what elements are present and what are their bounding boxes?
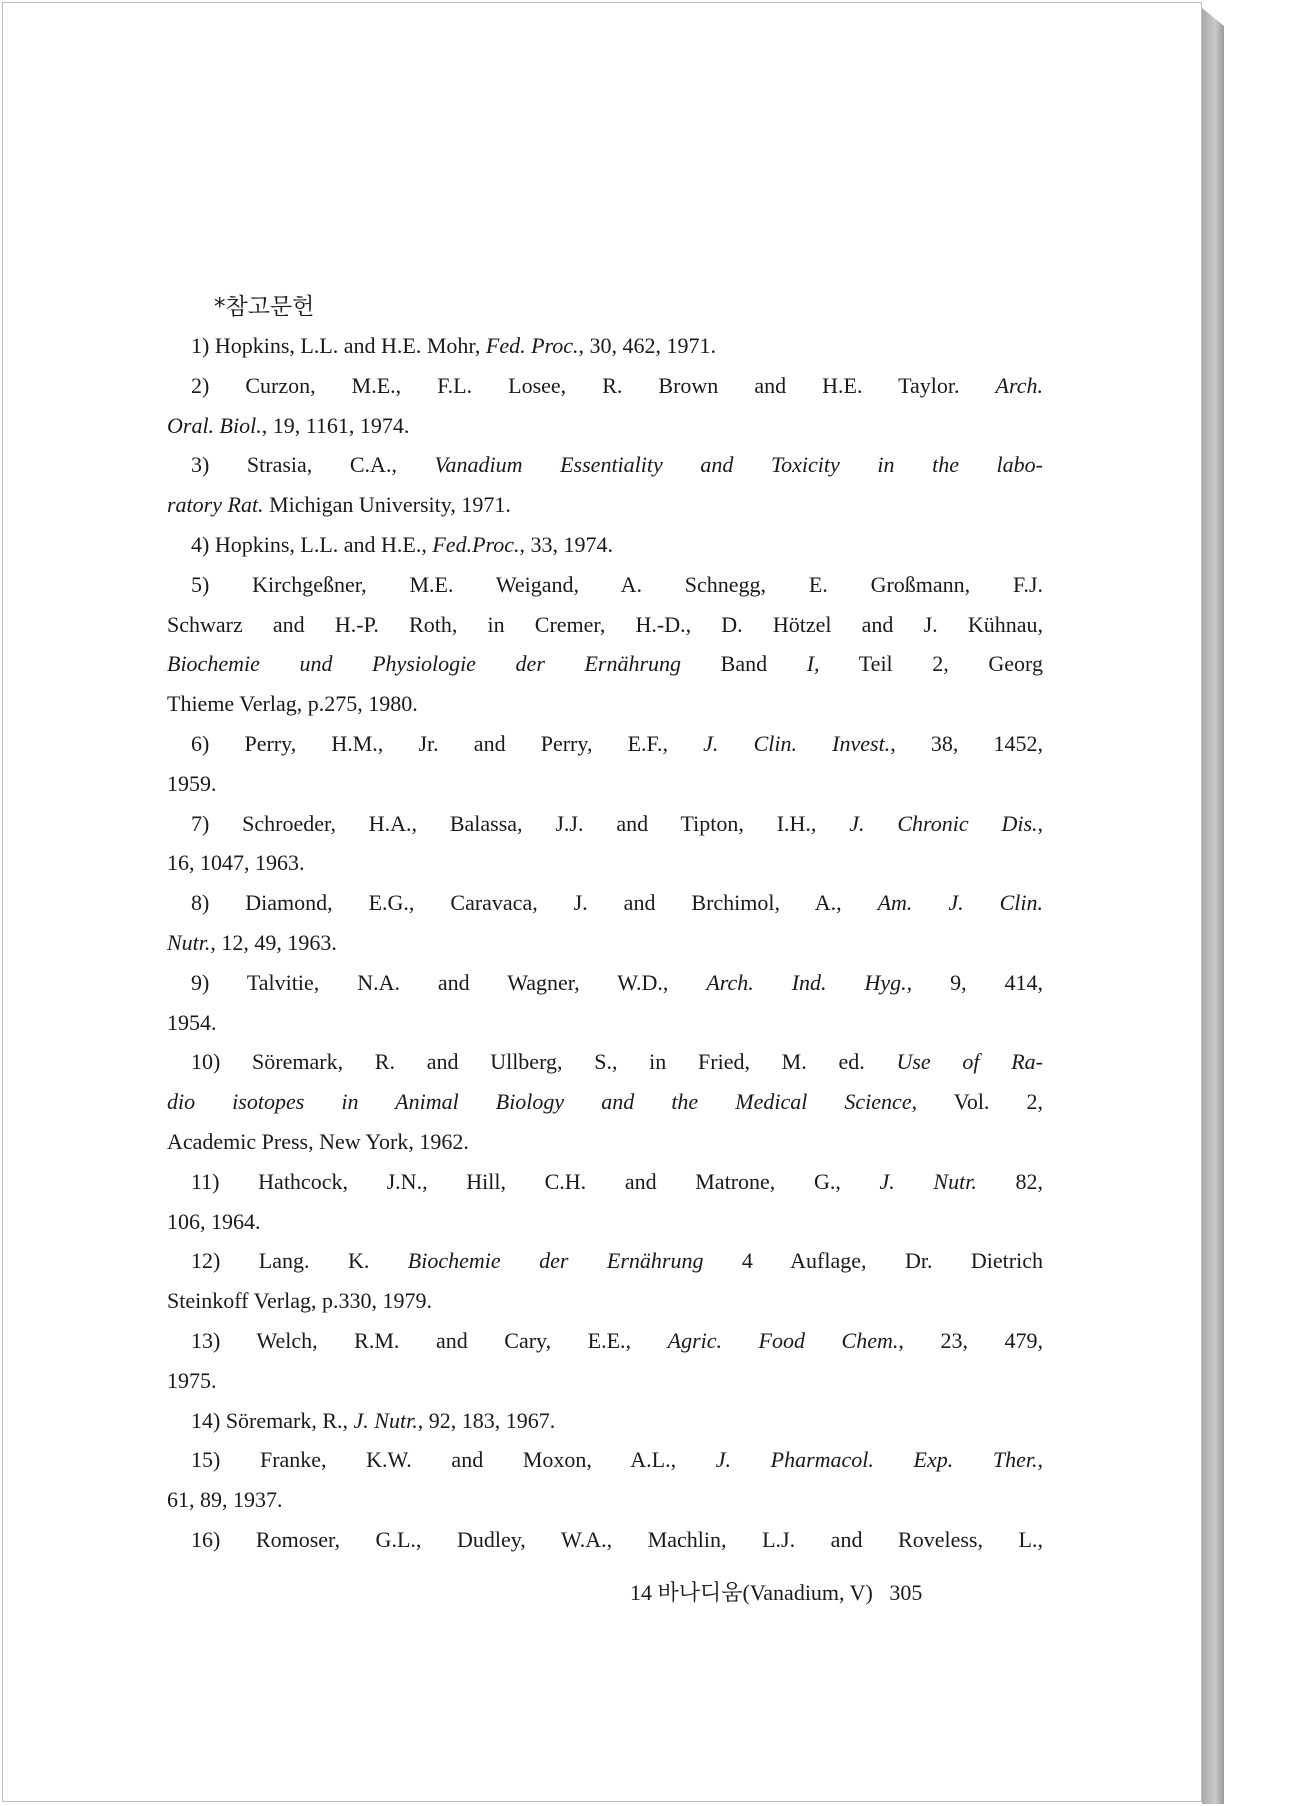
reference-italic-text: J. Chronic Dis. (849, 810, 1038, 836)
reference-line (167, 565, 1043, 605)
reference-line (167, 1480, 1043, 1520)
page-number: 305 (889, 1580, 923, 1605)
reference-text: 15) Franke, K.W. and Moxon, A.L., (191, 1447, 716, 1473)
reference-text: , 38, 1452, (890, 730, 1043, 756)
reference-text: 5) Kirchgeßner, M.E. Weigand, A. Schnegg, E. Großmann, F.J. (191, 571, 1043, 597)
reference-text: , (1037, 1447, 1043, 1473)
reference-line (167, 1361, 1043, 1401)
reference-line (167, 1520, 1043, 1560)
reference-italic-text: Vanadium Essentiality and Toxicity in the labo- (434, 452, 1043, 478)
reference-italic-text: Arch. Ind. Hyg. (706, 969, 907, 995)
reference-text: , 30, 462, 1971. (578, 333, 717, 358)
page-footer (630, 1576, 922, 1607)
reference-line (167, 1122, 1043, 1162)
reference-text: , 12, 49, 1963. (210, 929, 337, 955)
chapter-title: 14 바나디움(Vanadium, V) (630, 1580, 873, 1605)
reference-line (167, 1082, 1043, 1122)
reference-line (167, 366, 1043, 406)
references-heading: *참고문헌 (214, 294, 315, 320)
reference-text: Band (681, 651, 807, 677)
reference-italic-text: Am. J. Clin. (877, 890, 1043, 916)
reference-text: 11) Hathcock, J.N., Hill, C.H. and Matrone, G., (191, 1168, 880, 1194)
reference-line (167, 843, 1043, 883)
reference-italic-text: dio isotopes in Animal Biology and the Medical Science (167, 1089, 912, 1115)
reference-line (167, 1401, 1043, 1441)
reference-text: 16) Romoser, G.L., Dudley, W.A., Machlin, L.J. and Roveless, L., (191, 1526, 1043, 1552)
reference-text: , 33, 1974. (519, 531, 614, 557)
reference-line (167, 1202, 1043, 1242)
reference-text: , (1037, 810, 1043, 836)
reference-text: 16, 1047, 1963. (167, 850, 305, 876)
reference-text: 4 Auflage, Dr. Dietrich (703, 1248, 1043, 1274)
reference-text: 4) Hopkins, L.L. and H.E., (191, 531, 433, 557)
reference-italic-text: Arch. (995, 372, 1043, 398)
reference-list (167, 326, 1043, 1560)
reference-text: 2) Curzon, M.E., F.L. Losee, R. Brown and H.E. Taylor. (191, 372, 996, 398)
reference-italic-text: Nutr. (167, 929, 211, 955)
reference-text: 1959. (167, 770, 217, 796)
reference-line (167, 963, 1043, 1003)
reference-text: 82, (976, 1168, 1043, 1194)
reference-text: Steinkoff Verlag, p.330, 1979. (167, 1288, 432, 1314)
reference-line (167, 923, 1043, 963)
reference-text: 61, 89, 1937. (167, 1487, 283, 1513)
reference-italic-text: J. Nutr. (353, 1407, 418, 1433)
reference-line (167, 1440, 1043, 1480)
reference-line (167, 1321, 1043, 1361)
reference-text: 10) Söremark, R. and Ullberg, S., in Fried, M. ed. (191, 1049, 897, 1075)
reference-line (167, 1162, 1043, 1202)
reference-text: 9) Talvitie, N.A. and Wagner, W.D., (191, 969, 707, 995)
reference-text: 14) Söremark, R., (191, 1407, 354, 1433)
reference-text: , Vol. 2, (911, 1089, 1043, 1115)
reference-text: 1) Hopkins, L.L. and H.E. Mohr, (191, 333, 486, 358)
reference-line (167, 485, 1043, 525)
reference-text: 12) Lang. K. (191, 1248, 408, 1274)
reference-line (167, 804, 1043, 844)
reference-italic-text: Fed. Proc. (485, 333, 579, 358)
reference-text: , 23, 479, (898, 1327, 1043, 1353)
reference-line (167, 684, 1043, 724)
reference-line (167, 605, 1043, 645)
reference-text: 8) Diamond, E.G., Caravaca, J. and Brchimol, A., (191, 890, 878, 916)
reference-text: , 92, 183, 1967. (417, 1407, 556, 1433)
reference-line (167, 326, 1043, 366)
reference-line (167, 406, 1043, 446)
reference-italic-text: Oral. Biol. (167, 412, 262, 438)
reference-text: 7) Schroeder, H.A., Balassa, J.J. and Tipton, I.H., (191, 810, 850, 836)
reference-italic-text: Biochemie der Ernährung (407, 1248, 704, 1274)
reference-italic-text: J. Clin. Invest. (703, 730, 891, 756)
reference-line (167, 1281, 1043, 1321)
reference-text: , 9, 414, (906, 969, 1043, 995)
reference-italic-text: Use of Ra- (896, 1049, 1043, 1075)
reference-text: Michigan University, 1971. (263, 492, 511, 518)
reference-line (167, 1241, 1043, 1281)
reference-italic-text: ratory Rat. (167, 492, 264, 518)
reference-text: 6) Perry, H.M., Jr. and Perry, E.F., (191, 730, 704, 756)
reference-line (167, 1003, 1043, 1043)
reference-line (167, 644, 1043, 684)
reference-italic-text: J. Nutr. (879, 1168, 977, 1194)
reference-italic-text: I, (806, 651, 820, 677)
reference-text: 1954. (167, 1009, 217, 1035)
reference-text: Thieme Verlag, p.275, 1980. (167, 691, 418, 717)
reference-text: 13) Welch, R.M. and Cary, E.E., (191, 1327, 668, 1353)
reference-line (167, 883, 1043, 923)
reference-line (167, 724, 1043, 764)
reference-text: , 19, 1161, 1974. (261, 412, 410, 438)
reference-line (167, 525, 1043, 565)
reference-italic-text: J. Pharmacol. Exp. Ther. (715, 1447, 1038, 1473)
reference-text: 3) Strasia, C.A., (191, 452, 435, 478)
reference-text: Academic Press, New York, 1962. (167, 1128, 469, 1154)
reference-italic-text: Biochemie und Physiologie der Ernährung (167, 651, 682, 677)
reference-text: 106, 1964. (167, 1208, 261, 1234)
page-edge-shadow (1202, 8, 1224, 1804)
reference-text: Teil 2, Georg (819, 651, 1043, 677)
reference-line (167, 445, 1043, 485)
reference-italic-text: Fed.Proc. (432, 531, 520, 557)
reference-line (167, 764, 1043, 804)
reference-italic-text: Agric. Food Chem. (667, 1327, 899, 1353)
reference-text: Schwarz and H.-P. Roth, in Cremer, H.-D., D. Hötzel and J. Kühnau, (167, 611, 1043, 637)
reference-text: 1975. (167, 1367, 217, 1393)
reference-line (167, 1042, 1043, 1082)
